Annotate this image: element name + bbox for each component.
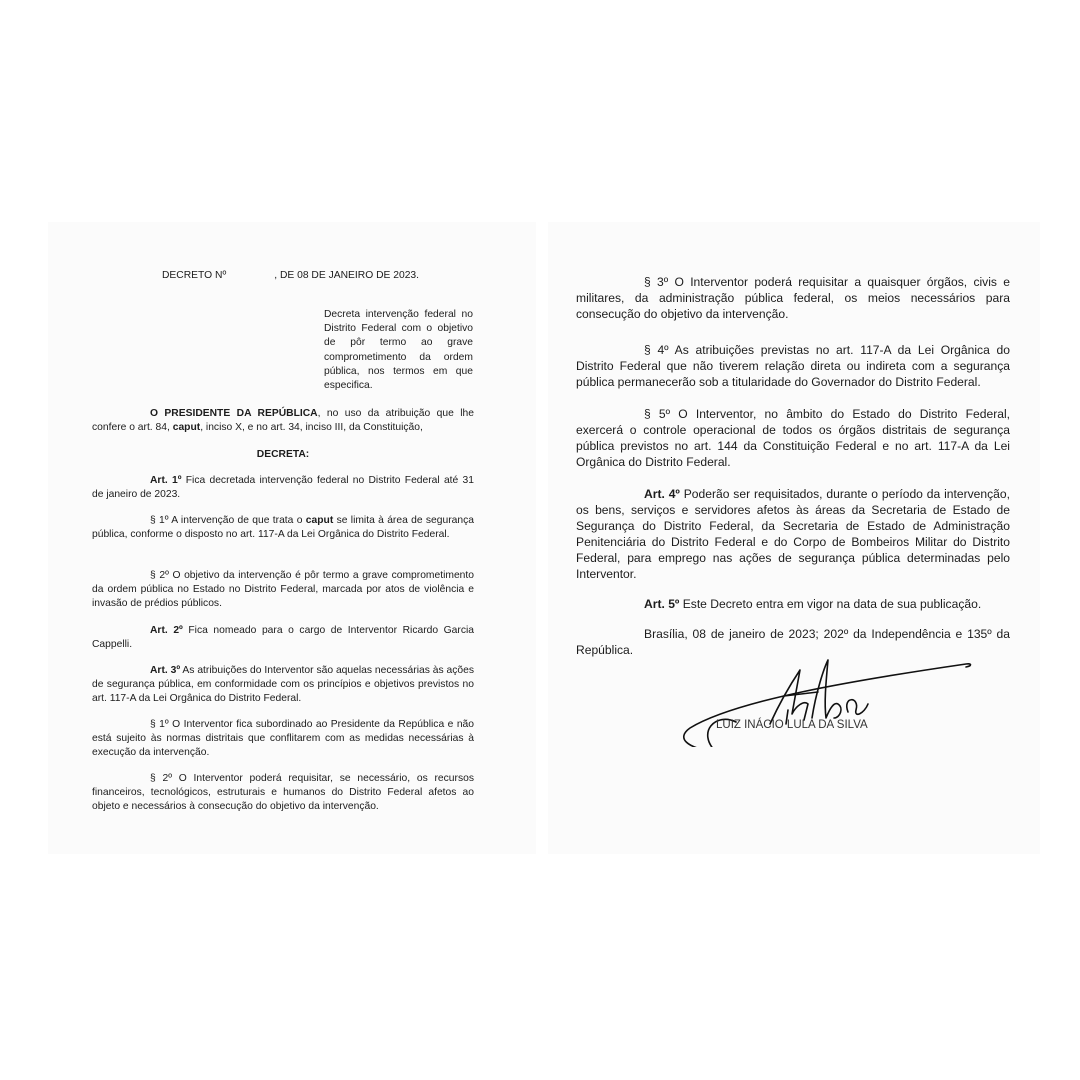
- article-3-paragraph-3: § 3º O Interventor poderá requisitar a quaisquer órgãos, civis e militares, da administração pública federal, os meios necessários para consecução do objetivo da intervenção.: [576, 275, 1010, 321]
- article-3: Art. 3º As atribuições do Interventor são aquelas necessárias às ações de segurança pública, em conformidade com os princípios e objetivos previstos no art. 117-A da Lei Orgânica do Distrito Federal.: [92, 665, 474, 705]
- article-2: Art. 2º Fica nomeado para o cargo de Interventor Ricardo Garcia Cappelli.: [92, 625, 474, 651]
- decree-page-right: [548, 222, 1040, 854]
- article-3-paragraph-1: § 1º O Interventor fica subordinado ao Presidente da República e não está sujeito às normas distritais que conflitarem com as medidas necessárias à execução da intervenção.: [92, 719, 474, 759]
- article-3-paragraph-2: § 2º O Interventor poderá requisitar, se necessário, os recursos financeiros, tecnológicos, estruturais e humanos do Distrito Federal afetos ao objeto e necessários à consecução do objetivo da intervenção.: [92, 773, 474, 813]
- closing-line: Brasília, 08 de janeiro de 2023; 202º da Independência e 135º da República.: [576, 627, 1010, 657]
- article-1: Art. 1º Fica decretada intervenção federal no Distrito Federal até 31 de janeiro de 2023.: [92, 475, 474, 501]
- article-4: Art. 4º Poderão ser requisitados, durante o período da intervenção, os bens, serviços e servidores afetos às áreas da Secretaria de Estado de Segurança do Distrito Federal, da Secretaria de Estado de Administração Penitenciária do Distrito Federal e do Corpo de Bombeiros Militar do Distrito Federal, para emprego nas ações de segurança pública determinadas pelo Interventor.: [576, 487, 1010, 581]
- signatory-name: LUIZ INÁCIO LULA DA SILVA: [716, 719, 868, 731]
- decreta-heading: DECRETA:: [256, 449, 310, 460]
- decree-page-left: [48, 222, 536, 854]
- preamble: O PRESIDENTE DA REPÚBLICA, no uso da atribuição que lhe confere o art. 84, caput, inciso X, e no art. 34, inciso III, da Constituição,: [92, 408, 474, 434]
- article-3-paragraph-4: § 4º As atribuições previstas no art. 117-A da Lei Orgânica do Distrito Federal que não tiverem relação direta ou indireta com a segurança pública permanecerão sob a titularidade do Governador do Distrito Federal.: [576, 343, 1010, 389]
- decree-title: DECRETO Nº , DE 08 DE JANEIRO DE 2023.: [162, 270, 420, 281]
- article-1-paragraph-2: § 2º O objetivo da intervenção é pôr termo a grave comprometimento da ordem pública no Estado no Distrito Federal, marcada por atos de violência e invasão de prédios públicos.: [92, 570, 474, 610]
- article-3-paragraph-5: § 5º O Interventor, no âmbito do Estado do Distrito Federal, exercerá o controle operacional de todos os órgãos distritais de segurança pública previstos no art. 144 da Constituição Federal e no art. 117-A da Lei Orgânica do Distrito Federal.: [576, 407, 1010, 469]
- article-5: Art. 5º Este Decreto entra em vigor na data de sua publicação.: [644, 597, 982, 611]
- signature-icon: [676, 652, 976, 747]
- decree-ementa: Decreta intervenção federal no Distrito Federal com o objetivo de pôr termo ao grave comprometimento da ordem pública, nos termos em que especifica.: [324, 309, 473, 392]
- article-1-paragraph-1: § 1º A intervenção de que trata o caput se limita à área de segurança pública, conforme o disposto no art. 117-A da Lei Orgânica do Distrito Federal.: [92, 515, 474, 541]
